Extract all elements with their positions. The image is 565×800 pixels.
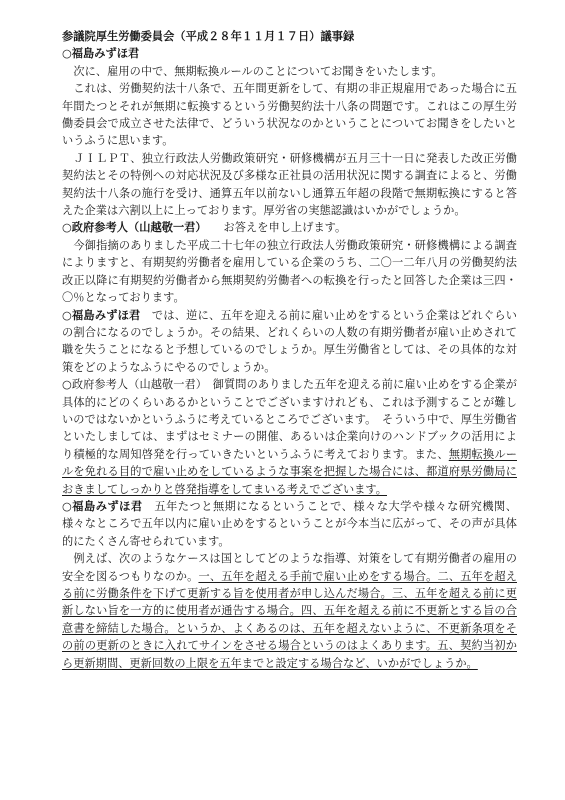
inline-speech: 御質問のありました五年を迎える前に雇い止めをする企業が具体的にどのくらいあるかということでございますけれども、これは予測することが難しいのではないかというふうに考えているところでございます。 そういう中で、厚生労働省といたしましては、まずはセミナーの開催、あるいは企業向けのハンドブックの活用により積極的な周知啓発を行っていきたいというふうに考えております。また、 [62,378,518,461]
speech-block [62,307,517,377]
speaker-name: ○政府参考人（山越敬一君） [62,221,202,235]
document-page [62,28,517,672]
inline-speech: では、逆に、五年を迎える前に雇い止めをするという企業はどれぐらいの割合になるのでしょうか。その結果、どれくらいの人数の有期労働者が雇い止めされて職を失うことになると予想しているのでしょうか。厚生労働省としては、その具体的な対策をどのようなふうにやるのでしょうか。 [62,308,517,374]
speaker-name: ○福島みずほ君 [62,499,143,513]
paragraph: ＪＩＬＰＴ、独立行政法人労働政策研究・研修機構が五月三十一日に発表した改正労働契約法とその特例への対応状況及び多様な正社員の活用状況に関する調査によると、労働契約法十八条の施行を受け、通算五年以前ないし通算五年超の段階で無期転換にすると答えた企業は六割以上に上っております。厚労省の実態認識はいかがでしょうか。 [62,151,517,218]
speaker-name: ○福島みずほ君 [62,308,141,322]
document-title: 参議院厚生労働委員会（平成２８年１１月１７日）議事録 [62,30,355,43]
speech-block [62,376,517,498]
inline-speech: 五年たつと無期になるということで、様々な大学や様々な研究機関、様々なところで五年以内に雇い止めをするということが今本当に広がって、その声が具体的にたくさん寄せられています。 [62,499,517,548]
speech-block [62,498,517,672]
speech-block [62,45,517,219]
underlined-speech: 無期転換ルールを免れる目的で雇い止めをしているような事案を把握した場合には、都道府県労働局におきましてしっかりと啓発指導をしてまいる考えでございます。 [62,447,517,496]
speaker-name: ○福島みずほ君 [62,47,140,61]
inline-speech: お答えを申し上げます。 [223,221,347,235]
speech-block [62,219,517,306]
paragraph: これは、労働契約法十八条で、五年間更新をして、有期の非正規雇用であった場合に五年間たつとそれが無期に転換するという労働契約法十八条の問題です。これはこの厚生労働委員会で成立させた法律で、どういう状況なのかということについてお聞きをしたいというふうに思います。 [62,82,517,148]
paragraph: 今御指摘のありました平成二十七年の独立行政法人労働政策研究・研修機構による調査によりますと、有期契約労働者を雇用している企業のうち、二〇一二年八月の労働契約法改正以降に有期契約労働者から無期契約労働者への転換を行ったと回答した企業は三四・〇％となっております。 [62,238,517,305]
speaker-name: ○政府参考人（山越敬一君） [62,378,202,392]
underlined-paragraph: 一、五年を超える手前で雇い止めをする場合。二、五年を超える前に労働条件を下げて更新する旨を使用者が申し込んだ場合。三、五年を超える前に更新しない旨を一方的に使用者が通告する場合。四、五年を超える前に不更新とする旨の合意書を締結した場合。というか、よくあるのは、五年を超えないように、不更新条項をその前の更新のときに入れてサインをさせる場合というのはよくあります。五、契約当初から更新期間、更新回数の上限を五年までと設定する場合など、いかがでしょうか。 [62,569,517,670]
paragraph: 次に、雇用の中で、無期転換ルールのことについてお聞きをいたします。 [73,64,443,78]
paragraph: 例えば、次のようなケースは国としてどのような指導、対策をして有期労働者の雇用の安全を図るつもりなのか。 [62,552,517,583]
